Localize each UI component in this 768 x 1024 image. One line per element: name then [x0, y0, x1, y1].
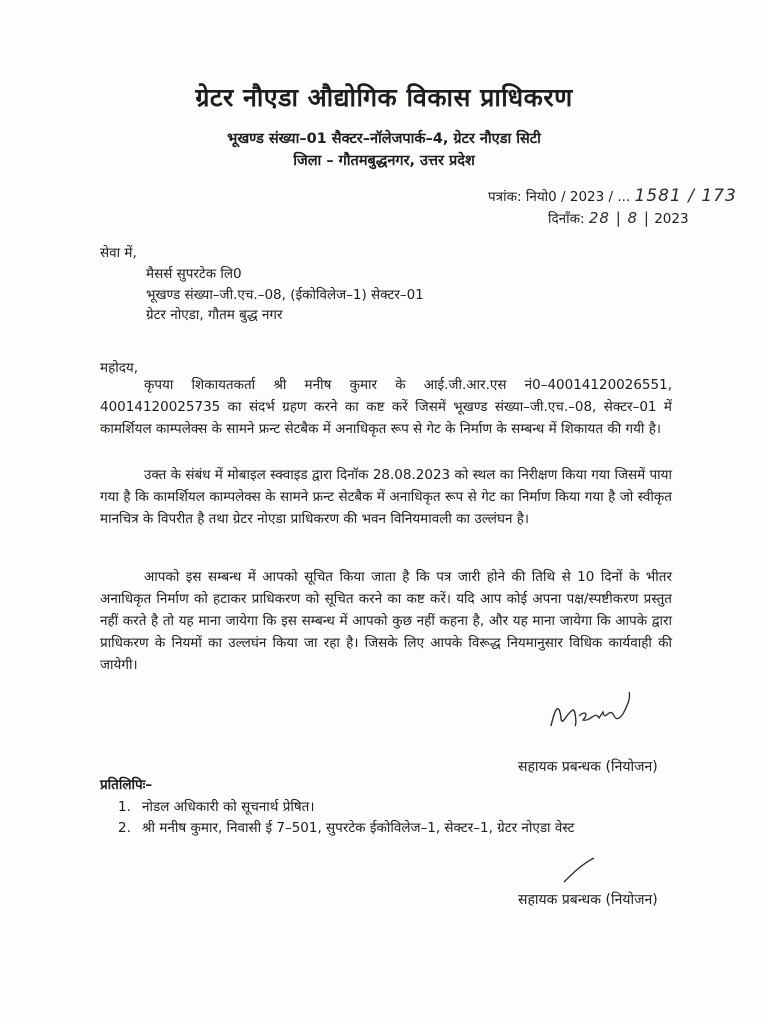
recipient-name: मैसर्स सुपरटेक लि0: [146, 266, 242, 282]
list-item-text: श्री मनीष कुमार, निवासी ई 7–501, सुपरटेक ईकोविलेज–1, सेक्टर–1, ग्रेटर नोएडा वेस्ट: [142, 820, 575, 836]
recipient-to: सेवा में,: [100, 245, 137, 261]
paragraph-inspection: उक्त के संबंध में मोबाइल स्क्वाइड द्वारा दिनॉक 28.08.2023 को स्थल का निरीक्षण किया गया जिसमें पाया गया है कि कामर्शियल काम्पलेक्स के सामने फ्रन्ट सेटबैक में अनाधिकृत रूप से गेट का निर्माण किया गया है जो स्वीकृत मानचित्र के विपरीत है तथा ग्रेटर नोएडा प्राधिकरण की भवन विनियमावली का उल्लंघन है।: [100, 467, 672, 527]
paragraph-complaint: कृपया शिकायतकर्ता श्री मनीष कुमार के आई.जी.आर.एस नं0–40014120026551, 40014120025735 का संदर्भ ग्रहण करने का कष्ट करें जिसमें भूखण्ड संख्या–जी.एच.–08, सेक्टर–01 में कामर्शियल काम्पलेक्स के सामने फ्रन्ट सेटबैक में अनाधिकृत रूप से गेट के निर्माण के सम्बन्ध में शिकायत की गयी है।: [100, 377, 672, 437]
reference-handwritten: 1581 / 173: [634, 186, 737, 206]
copy-signatory-designation: सहायक प्रबन्धक (नियोजन): [518, 892, 658, 908]
address-line-1: भूखण्ड संख्या–01 सैक्टर–नॉलेजपार्क–4, ग्रेटर नौएडा सिटी: [227, 131, 541, 147]
date-handwritten: 28 | 8 |: [588, 209, 650, 227]
recipient-plot: भूखण्ड संख्या–जी.एच.–08, (ईकोविलेज–1) सेक्टर–01: [146, 287, 424, 303]
list-item-number: 1.: [118, 799, 131, 815]
letter-date: [548, 209, 689, 227]
signatory-designation: सहायक प्रबन्धक (नियोजन): [518, 759, 658, 775]
list-item: [118, 818, 574, 836]
copy-label: प्रतिलिपिः–: [100, 777, 153, 793]
letter-title: ग्रेटर नौएडा औद्योगिक विकास प्राधिकरण: [195, 83, 573, 112]
initial-mark: [560, 856, 600, 886]
reference-number: [488, 186, 737, 206]
date-label: दिनाँक:: [548, 211, 585, 227]
address-line-2: जिला – गौतमबुद्धनगर, उत्तर प्रदेश: [293, 153, 475, 169]
signature-handwritten: [545, 688, 645, 738]
list-item-number: 2.: [118, 820, 131, 836]
salutation: महोदय,: [100, 360, 139, 376]
recipient-city: ग्रेटर नोएडा, गौतम बुद्ध नगर: [146, 307, 283, 323]
list-item: [118, 797, 315, 815]
paragraph-notice: आपको इस सम्बन्ध में आपको सूचित किया जाता है कि पत्र जारी होने की तिथि से 10 दिनों के भीतर अनाधिकृत निर्माण को हटाकर प्राधिकरण को सूचित करने का कष्ट करें। यदि आप कोई अपना पक्ष/स्पष्टीकरण प्रस्तुत नहीं करते है तो यह माना जायेगा कि इस सम्बन्ध में आपको कुछ नहीं कहना है, और यह माना जायेगा कि आपके द्वारा प्राधिकरण के नियमों का उल्लघंन किया जा रहा है। जिसके लिए आपके विरूद्ध नियमानुसार विधिक कार्यवाही की जायेगी।: [100, 569, 672, 673]
date-year: 2023: [654, 211, 689, 227]
list-item-text: नोडल अधिकारी को सूचनार्थ प्रेषित।: [142, 799, 315, 815]
reference-label: पत्रांक: नियो0 / 2023 / ...: [488, 189, 631, 205]
